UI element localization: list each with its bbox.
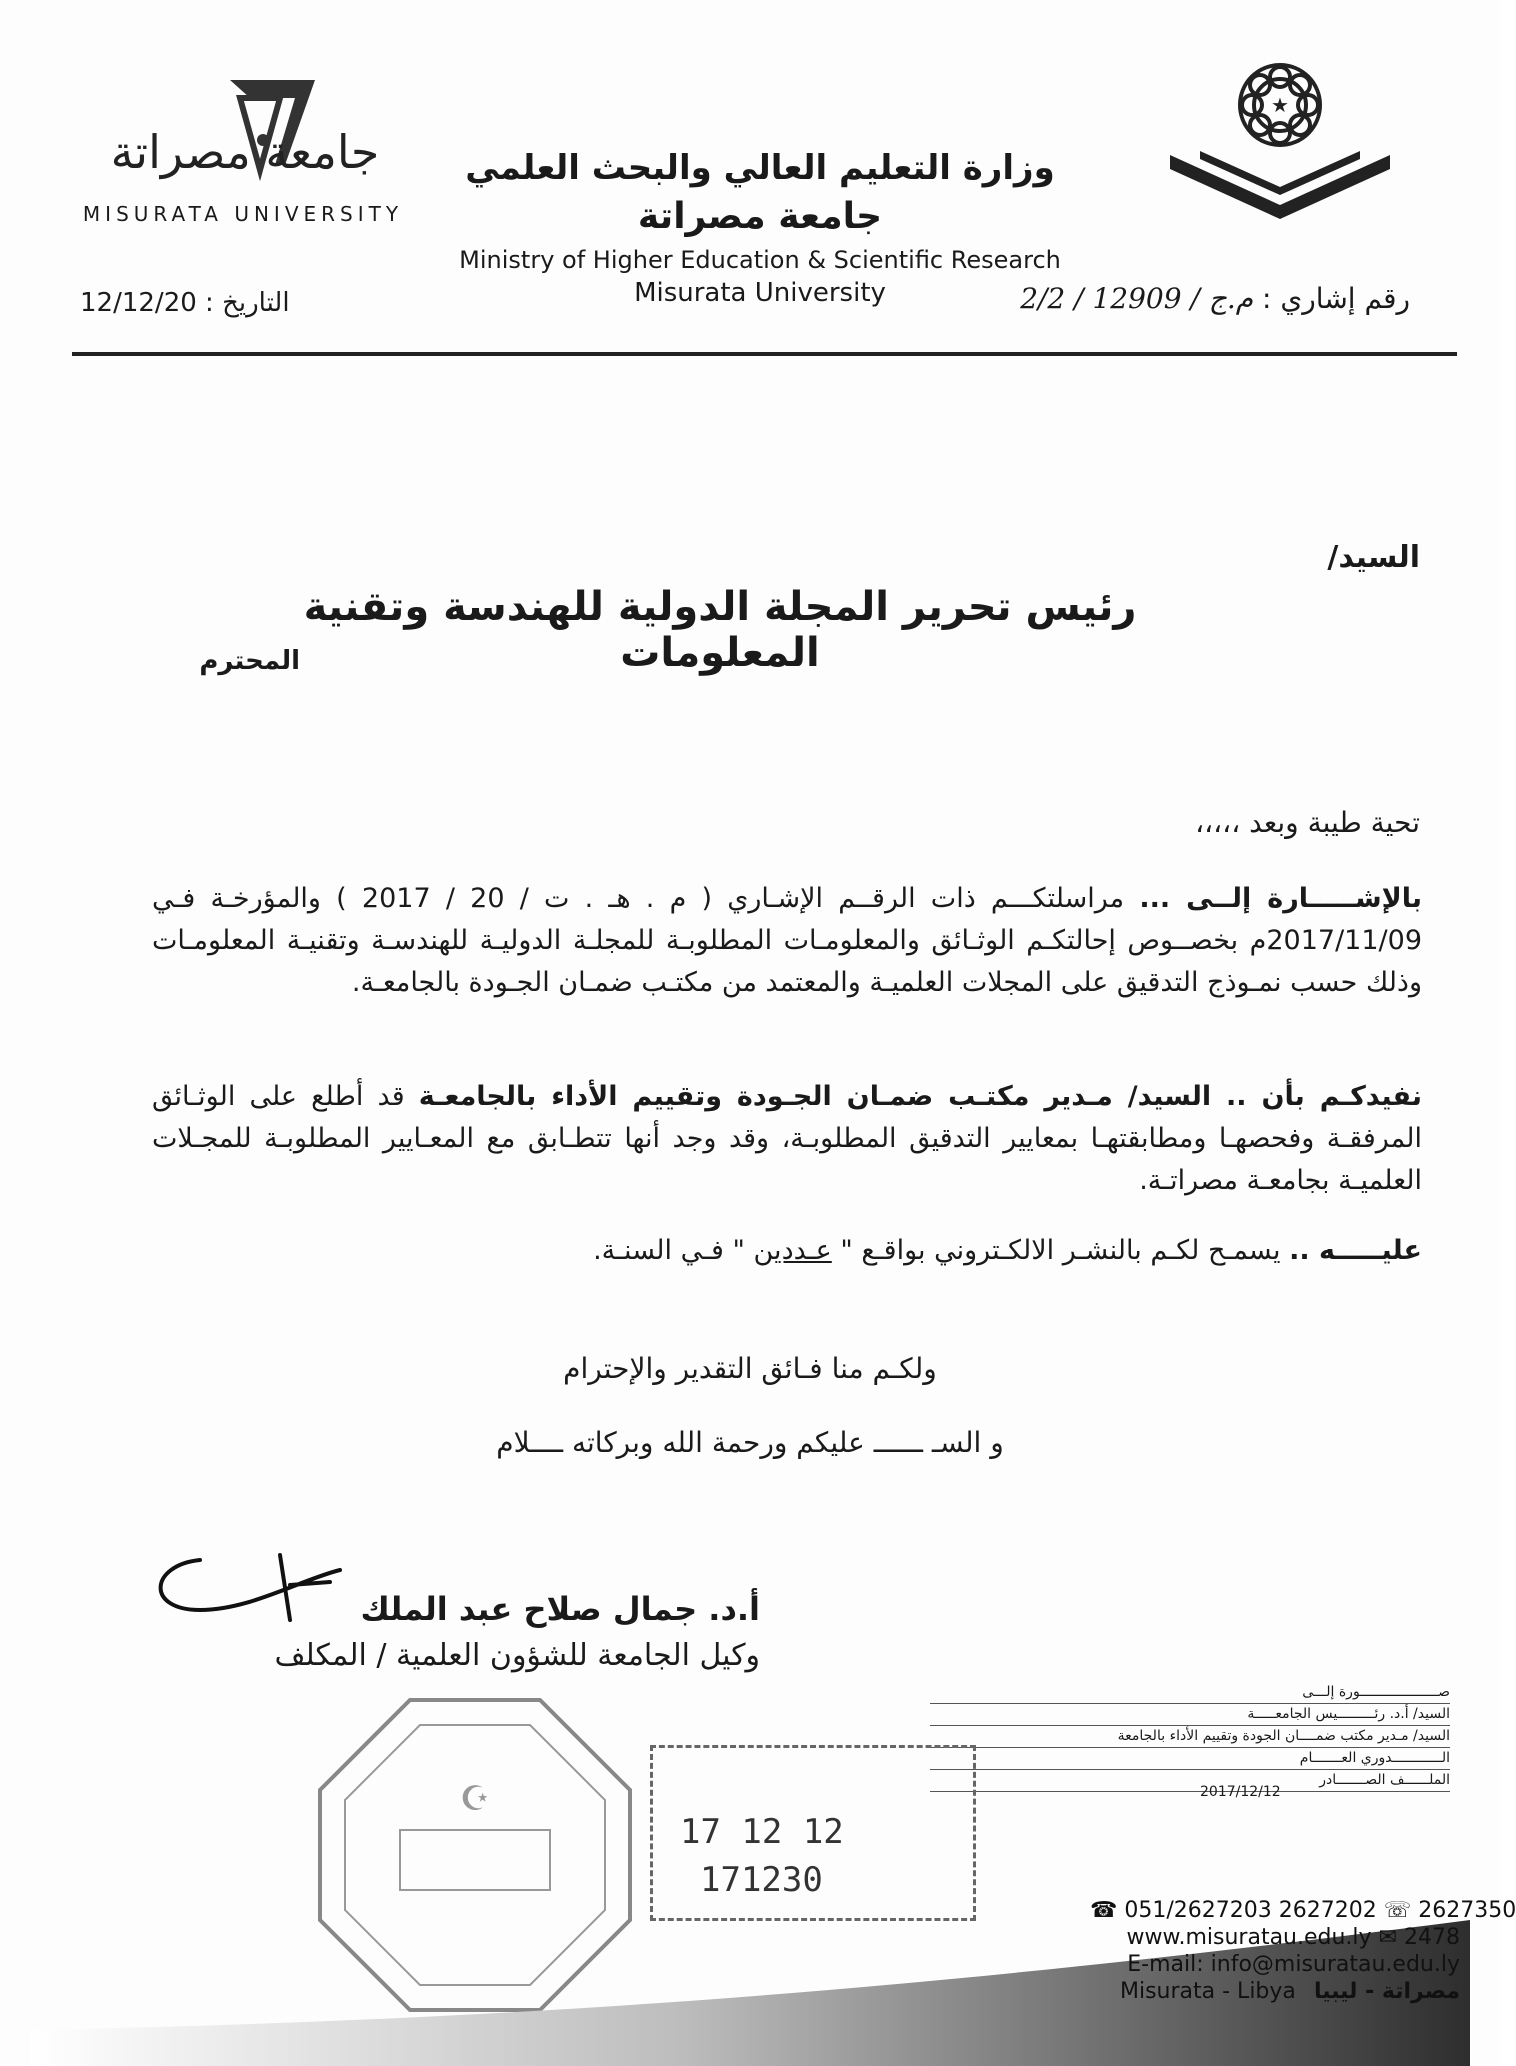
header-divider	[72, 352, 1457, 356]
closing-regards: ولكـم منا فـائق التقدير والإحترام	[563, 1352, 937, 1385]
stamp-number: 171230	[700, 1860, 823, 1900]
closing-peace: و السـ ــــــ عليكم ورحمة الله وبركاته ــــلام	[496, 1426, 1004, 1459]
honorific: المحترم	[199, 646, 300, 676]
paragraph-lead: بالإشـــــارة إلــى ...	[1139, 883, 1423, 914]
svg-text:☪: ☪	[459, 1779, 491, 1819]
contact-block	[1090, 1898, 1516, 2006]
reference-label: رقم إشاري :	[1262, 282, 1410, 315]
salutation: السيد/	[1327, 540, 1420, 575]
paragraph-lead: نفيدكـم بأن .. السيد/ مـدير مكتـب ضمـان الجـودة وتقييم الأداء بالجامعـة	[418, 1081, 1422, 1112]
phone-numbers: 051/2627203 2627202	[1124, 1898, 1377, 1923]
paragraph-text: مراسلتكـــم ذات الرقــم الإشـاري ( م . هـ . ت / 20 / 2017 ) والمؤرخـة فـي 2017/11/09م بخصــوص إحالتكـم الوثـائق والمعلومـات المطلوبـة للمجلـة الدوليـة للهندسـة وتقنيـة المعلومـات وذلك حسب نمـوذج التدقيق على المجلات العلميـة والمعتمد من مكتـب ضمـان الجـودة بالجامعـة.	[152, 883, 1422, 998]
paragraph-text: " فـي السنـة.	[593, 1235, 754, 1266]
paragraph-decision	[152, 1230, 1422, 1272]
paragraph-text: قد أطلع على الوثـائق المرفقـة وفحصهـا ومطابقتهـا بمعايير التدقيق المطلوبـة، وقد وجد أنها تتطـابق مع المعـايير المطلوبـة للمجـلات العلميـة بجامعـة مصراتـة.	[152, 1081, 1422, 1196]
greeting: تحية طيبة وبعد ،،،،،	[1195, 806, 1420, 839]
distribution-item: السيد/ أ.د. رئـــــــــيس الجامعـــــة	[930, 1704, 1450, 1726]
reference-value: م.ج / 12909 / 2/2	[1020, 282, 1254, 315]
fax-number: 2627350	[1418, 1898, 1516, 1923]
paragraph-notification	[152, 1076, 1422, 1202]
phone-icon: ☎	[1090, 1898, 1118, 1923]
university-name-english: Misurata University	[634, 278, 886, 308]
signatory-name: أ.د. جمال صلاح عبد الملك	[360, 1590, 760, 1628]
mail-icon: ✉	[1378, 1925, 1397, 1950]
university-name-arabic: جامعة مصراتة	[637, 196, 883, 237]
distribution-date: 2017/12/12	[1200, 1784, 1281, 1800]
website: www.misuratau.edu.ly	[1126, 1925, 1372, 1950]
paragraph-reference	[152, 878, 1422, 1004]
svg-text:★: ★	[1271, 93, 1289, 117]
distribution-list	[930, 1682, 1450, 1792]
ministry-name-english: Ministry of Higher Education & Scientific Research	[459, 246, 1061, 274]
paragraph-text: يسمـح لكـم بالنشـر الالكـتروني بواقـع "	[831, 1235, 1290, 1266]
ministry-name-arabic: وزارة التعليم العالي والبحث العلمي	[465, 148, 1055, 188]
distribution-item: الملــــــف الصـــــــادر	[930, 1770, 1450, 1792]
city-english: Misurata - Libya	[1120, 1979, 1296, 2004]
issues-count: عـددين	[753, 1235, 832, 1266]
addressee-title: رئيس تحرير المجلة الدولية للهندسة وتقنية المعلومات	[303, 584, 1137, 676]
stamp-date: 17 12 12	[680, 1812, 844, 1852]
distribution-item: الــــــــــــدوري العـــــــام	[930, 1748, 1450, 1770]
ministry-emblem-icon	[1160, 55, 1420, 225]
signatory-title: وكيل الجامعة للشؤون العلمية / المكلف	[274, 1638, 760, 1673]
paragraph-lead: عليـــــه ..	[1289, 1235, 1422, 1266]
date-year: 20	[163, 288, 197, 318]
email-address: E-mail: info@misuratau.edu.ly	[1127, 1952, 1460, 1977]
date-field	[80, 288, 410, 318]
phone-line	[1090, 1898, 1516, 1925]
university-name-arabic-logo: جامعة مصراتة	[110, 125, 380, 179]
website-line	[1090, 1925, 1460, 1952]
date-label: التاريخ : 12/12/	[80, 288, 290, 318]
distribution-item: السيد/ مـدير مكتب ضمــــان الجودة وتقييم الأداء بالجامعة	[930, 1726, 1450, 1748]
po-box: 2478	[1404, 1925, 1460, 1950]
distribution-item: صـــــــــــــــــــورة إلـــى	[930, 1682, 1450, 1704]
city-line	[1120, 1979, 1460, 2006]
fax-icon: ☏	[1383, 1898, 1412, 1923]
university-name-latin: MISURATA UNIVERSITY	[82, 202, 404, 226]
reference-number	[970, 282, 1410, 315]
city-arabic: مصراتة - ليبيا	[1313, 1979, 1460, 2004]
